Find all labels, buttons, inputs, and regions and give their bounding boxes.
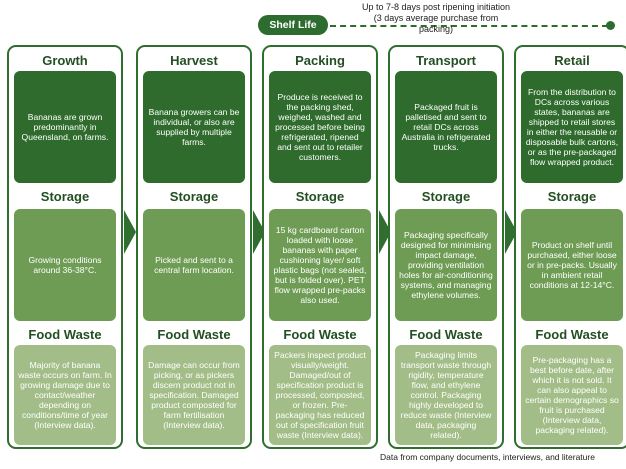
storage-label: Storage	[295, 189, 345, 204]
food-waste-description: Pre-packaging has a best before date, after which it is not sold. It can also appeal to certain demographics so fruit is purchased (Interview data, packaging related).	[521, 345, 623, 445]
storage-description: Packaging specifically designed for minimising impact damage, providing ventilation holes for air-conditioning systems, and managing ethylene volumes.	[395, 209, 497, 321]
food-waste-label: Food Waste	[283, 327, 357, 342]
food-waste-description: Packaging limits transport waste through rigidity, temperature flow, and ethylene control. Packaging highly developed to reduce waste (Interview data, packaging related).	[395, 345, 497, 445]
storage-description: Picked and sent to a central farm location.	[143, 209, 245, 321]
storage-description: 15 kg cardboard carton loaded with loose bananas with paper cushioning layer/ soft plastic bags (not sealed, but is folded over). PET flow wrapped pre-packs also used.	[269, 209, 371, 321]
stage-column-transport	[388, 45, 504, 449]
stage-description: Produce is received to the packing shed, weighed, washed and processed before being refrigerated, ripened and sent out to retailer customers.	[269, 71, 371, 183]
food-waste-description: Majority of banana waste occurs on farm. In growing damage due to contact/weather depending on conditions/time of year (Interview data).	[14, 345, 116, 445]
stage-description: From the distribution to DCs across various states, bananas are shipped to retail stores in either the reusable or disposable bulk cartons, or as the pre-packaged flow wrapped product.	[521, 71, 623, 183]
food-waste-label: Food Waste	[28, 327, 102, 342]
stage-title: Growth	[42, 53, 88, 68]
flow-arrow	[124, 210, 136, 254]
food-waste-label: Food Waste	[157, 327, 231, 342]
stage-description: Bananas are grown predominantly in Queensland, on farms.	[14, 71, 116, 183]
stage-title: Retail	[554, 53, 590, 68]
source-note: Data from company documents, interviews, and literature	[380, 452, 595, 462]
stage-title: Harvest	[170, 53, 218, 68]
food-waste-label: Food Waste	[535, 327, 609, 342]
storage-label: Storage	[40, 189, 90, 204]
stage-column-growth	[7, 45, 123, 449]
stage-title: Transport	[416, 53, 476, 68]
food-waste-label: Food Waste	[409, 327, 483, 342]
stage-column-harvest	[136, 45, 252, 449]
storage-label: Storage	[547, 189, 597, 204]
stage-title: Packing	[295, 53, 345, 68]
shelf-life-endpoint	[606, 21, 615, 30]
storage-description: Product on shelf until purchased, either loose or in pre-packs. Usually in ambient retail conditions at 12-14°C.	[521, 209, 623, 321]
shelf-life-note: Up to 7-8 days post ripening initiation (3 days average purchase from packing)	[361, 2, 511, 34]
food-waste-description: Damage can occur from picking, or as pickers discern product not in specification. Damaged product composted for farm fertilisation (Interview data).	[143, 345, 245, 445]
stage-column-retail	[514, 45, 626, 449]
storage-label: Storage	[169, 189, 219, 204]
stage-description: Banana growers can be individual, or also are supplied by multiple farms.	[143, 71, 245, 183]
storage-label: Storage	[421, 189, 471, 204]
storage-description: Growing conditions around 36-38°C.	[14, 209, 116, 321]
stage-column-packing	[262, 45, 378, 449]
food-waste-description: Packers inspect product visually/weight. Damaged/out of specification product is processed, composted, or frozen. Pre-packaging has reduced out of specification fruit waste (Interview data).	[269, 345, 371, 445]
shelf-life-label: Shelf Life	[258, 15, 328, 35]
stage-description: Packaged fruit is palletised and sent to retail DCs across Australia in refrigerated trucks.	[395, 71, 497, 183]
